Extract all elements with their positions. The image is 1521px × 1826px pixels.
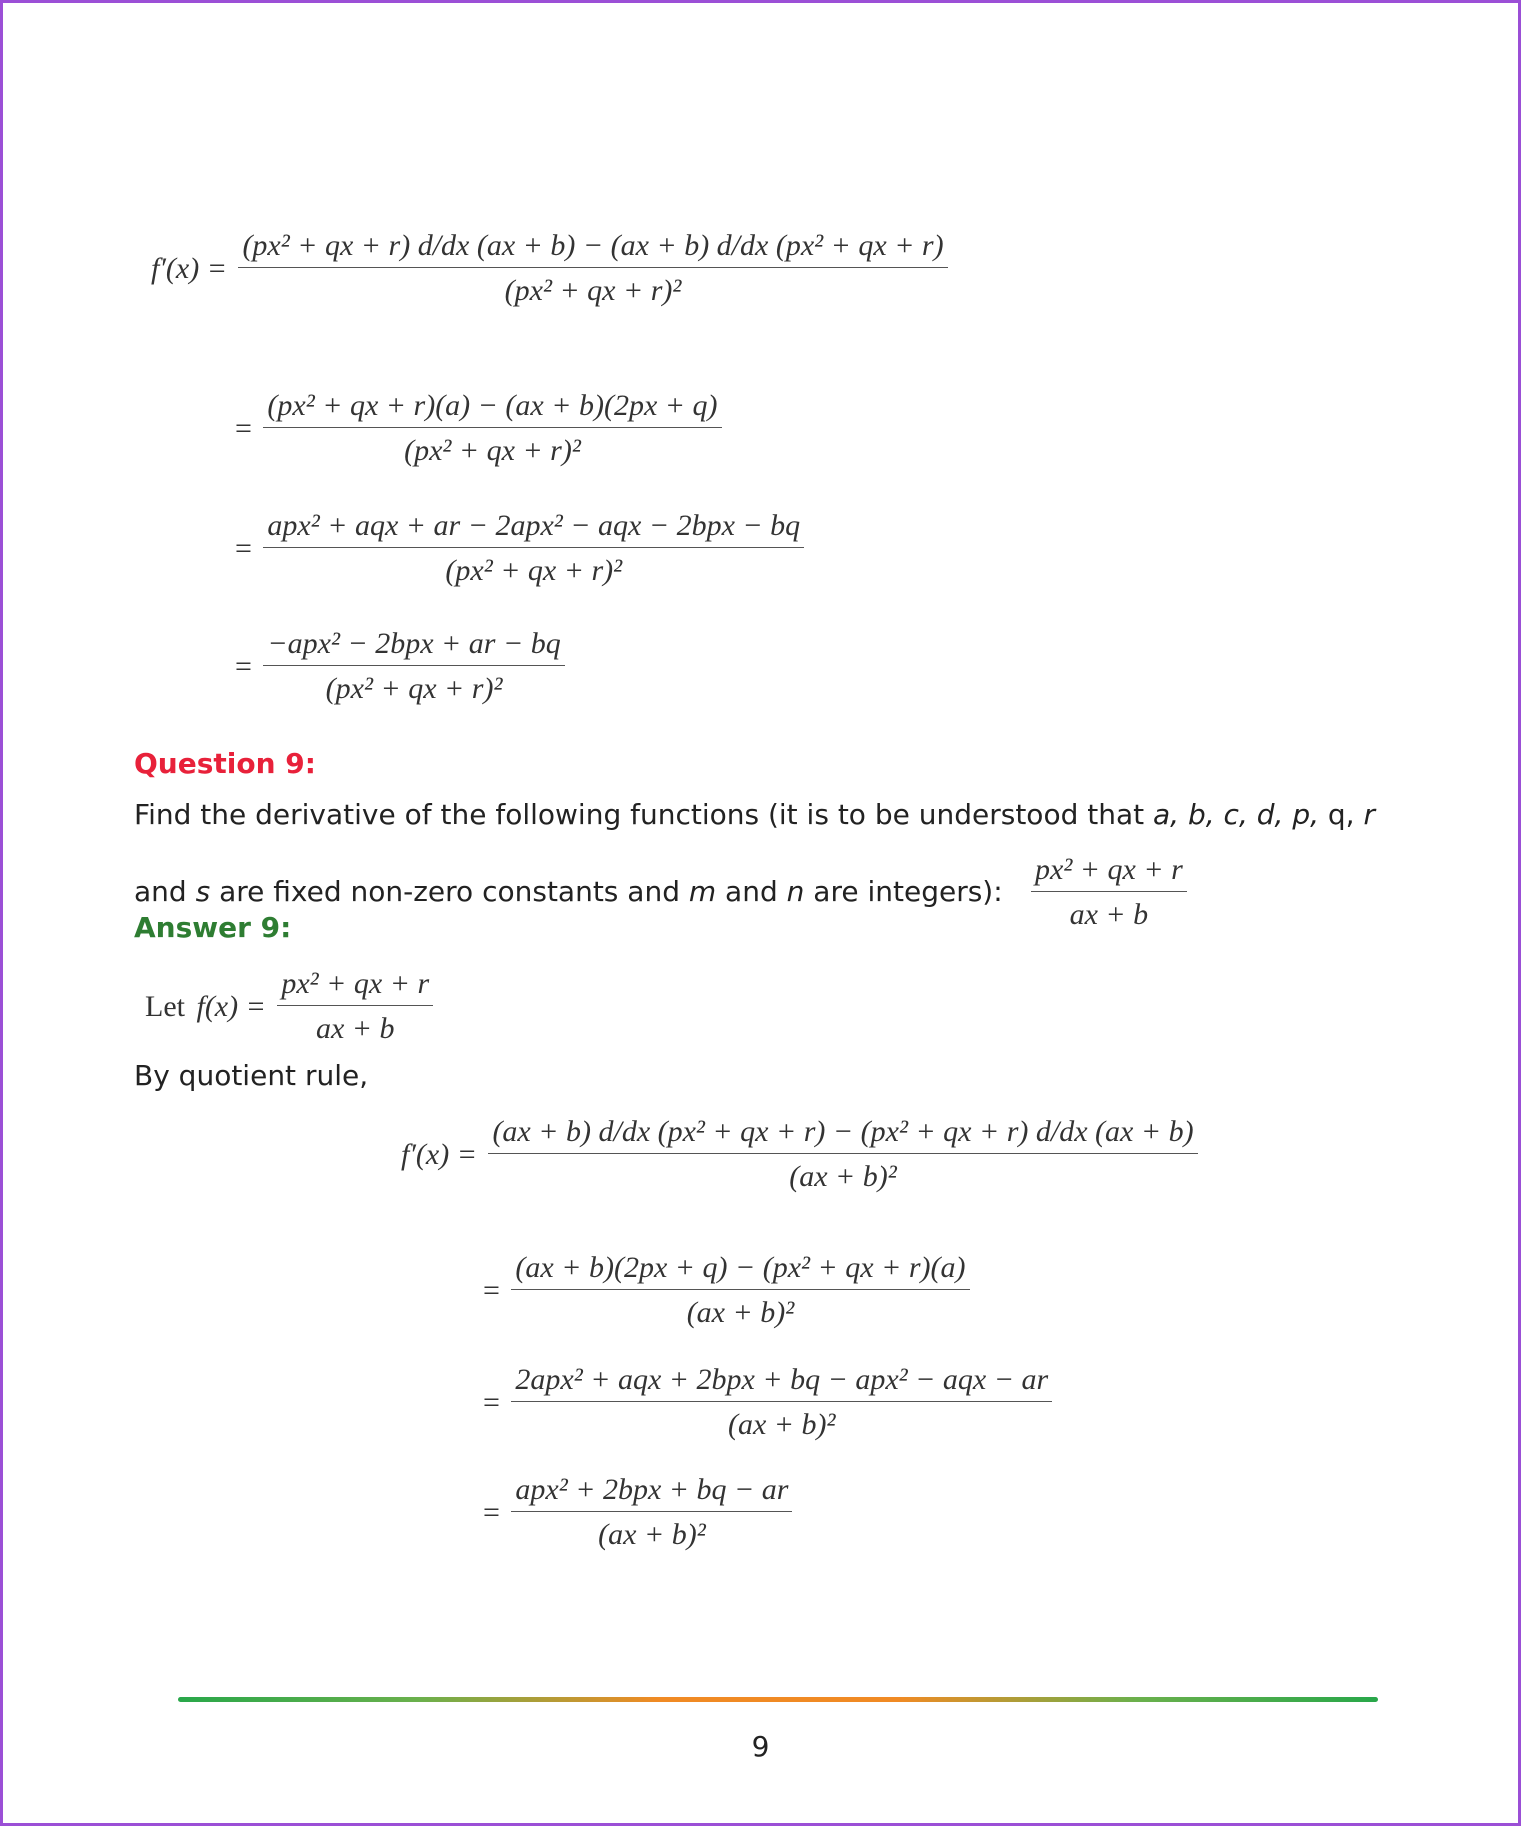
answer-step-2-numerator: (ax + b)(2px + q) − (px² + qx + r)(a) [515,1251,966,1284]
prev-equals: = [235,531,252,565]
answer-step-1-numerator: (ax + b) d/dx (px² + qx + r) − (px² + qx + r) d/dx (ax + b) [492,1115,1194,1148]
answer-equals: = [483,1385,500,1419]
question-function-fraction [1031,855,1187,930]
prev-equals: = [235,411,252,445]
answer-step-3 [483,1365,1052,1440]
prev-step-3-denominator: (px² + qx + r)² [263,547,804,586]
answer-heading: Answer 9: [134,911,292,944]
prev-step-4 [235,629,565,704]
answer-equals: = [483,1273,500,1307]
answer-step-2 [483,1253,970,1328]
question-q: q, [1319,798,1364,831]
let-denominator: ax + b [277,1005,433,1044]
answer-step-4-denominator: (ax + b)² [511,1511,792,1550]
answer-let [145,969,433,1044]
prev-step-1-numerator: (px² + qx + r) d/dx (ax + b) − (ax + b) d/dx (px² + qx + r) [242,229,944,262]
answer-step-4-fraction [511,1475,792,1550]
question-function-denominator: ax + b [1031,891,1187,930]
prev-step-2-fraction [263,391,721,466]
answer-step-1 [401,1117,1198,1192]
answer-equals: = [483,1495,500,1529]
answer-step-4 [483,1475,792,1550]
question-m: m [688,875,717,908]
answer-step-2-denominator: (ax + b)² [511,1289,969,1328]
answer-step-1-denominator: (ax + b)² [488,1153,1197,1192]
prev-step-2-denominator: (px² + qx + r)² [263,427,721,466]
answer-step-3-denominator: (ax + b)² [511,1401,1052,1440]
prev-step-4-denominator: (px² + qx + r)² [263,665,564,704]
prev-step-1-denominator: (px² + qx + r)² [238,267,947,306]
prev-step-3 [235,511,804,586]
answer-lhs: f′(x) = [401,1137,477,1171]
prev-step-4-fraction [263,629,564,704]
question-line-1 [134,798,1375,831]
question-heading: Question 9: [134,747,316,780]
question-line-2-and: and [716,875,787,908]
question-function-numerator: px² + qx + r [1035,853,1183,886]
answer-step-3-fraction [511,1365,1052,1440]
prev-step-2-numerator: (px² + qx + r)(a) − (ax + b)(2px + q) [267,389,718,422]
answer-step-4-numerator: apx² + 2bpx + bq − ar [515,1473,789,1506]
answer-step-3-numerator: 2apx² + aqx + 2bpx + bq − apx² − aqx − ar [515,1363,1049,1396]
prev-step-3-fraction [263,511,804,586]
prev-step-1 [151,231,948,306]
question-r: r [1363,798,1375,831]
prev-step-3-numerator: apx² + aqx + ar − 2apx² − aqx − 2bpx − bq [267,509,801,542]
prev-lhs: f′(x) = [151,251,227,285]
let-prefix: Let [145,989,185,1023]
let-fraction [277,969,433,1044]
prev-equals: = [235,649,252,683]
question-line-2-pre: and [134,875,196,908]
question-line-1-text: Find the derivative of the following functions (it is to be understood that [134,798,1154,831]
answer-step-1-fraction [488,1117,1197,1192]
footer-divider [178,1697,1378,1702]
question-line-2 [134,875,1003,908]
page-number: 9 [751,1730,770,1763]
answer-step-2-fraction [511,1253,969,1328]
question-n: n [786,875,805,908]
prev-step-1-fraction [238,231,947,306]
prev-step-4-numerator: −apx² − 2bpx + ar − bq [267,627,561,660]
question-line-2-mid: are fixed non-zero constants and [210,875,689,908]
let-numerator: px² + qx + r [281,967,430,1000]
prev-step-2 [235,391,722,466]
question-s: s [195,875,211,908]
question-function [1031,855,1187,930]
let-lhs: f(x) = [196,989,266,1023]
quotient-rule-text: By quotient rule, [134,1059,369,1092]
question-line-2-post: are integers): [804,875,1003,908]
question-vars: a, b, c, d, p, [1153,798,1319,831]
